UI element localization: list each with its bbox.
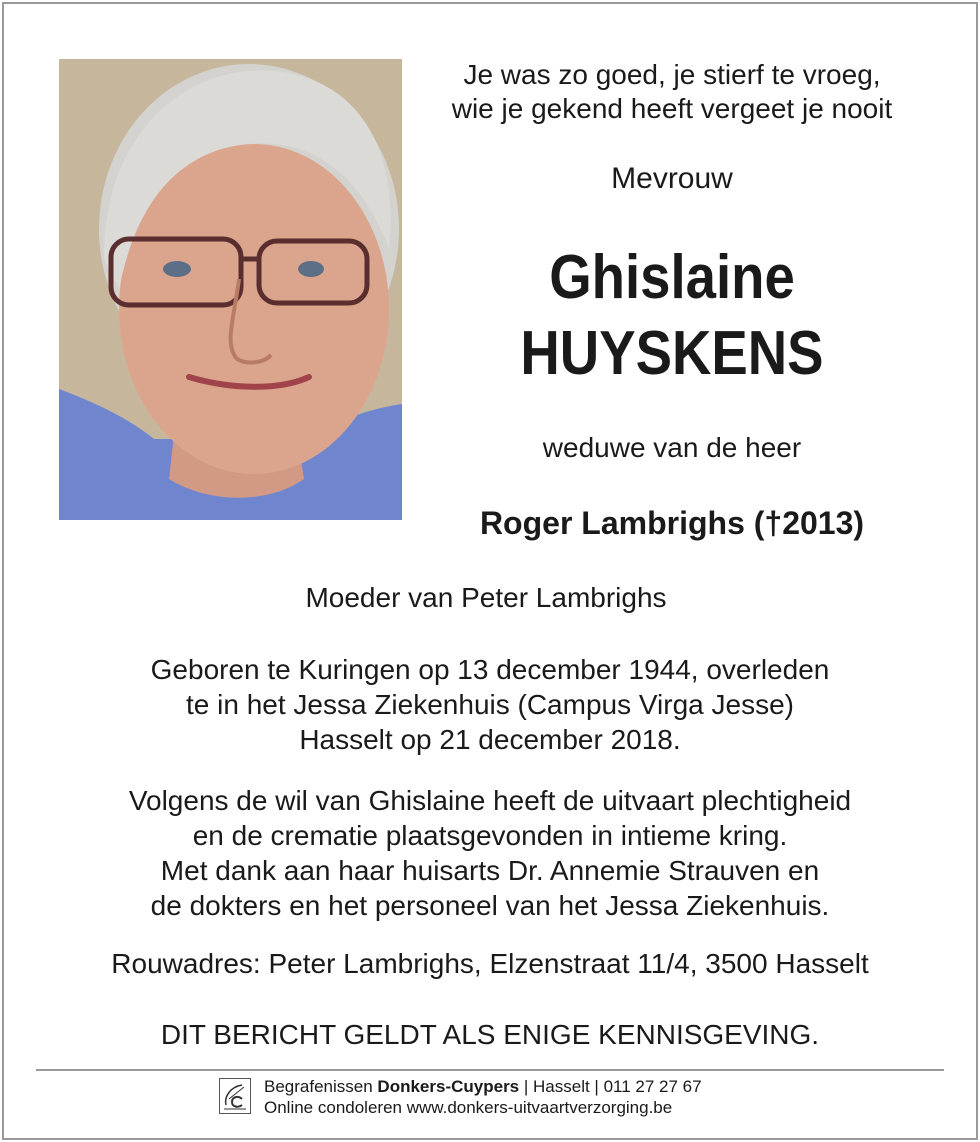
last-name: HUYSKENS (520, 319, 824, 388)
birth-death-line-3: Hasselt op 21 december 2018. (299, 724, 681, 755)
honorific: Mevrouw (611, 162, 733, 195)
mourning-address: Rouwadres: Peter Lambrighs, Elzenstraat 11/4, 3500 Hasselt (111, 948, 869, 979)
message-line-3: Met dank aan haar huisarts Dr. Annemie Strauven en (160, 855, 820, 886)
message-line-1: Volgens de wil van Ghislaine heeft de uitvaart plechtigheid (128, 785, 852, 816)
funeral-home-footer (219, 1076, 779, 1122)
widow-of: weduwe van de heer (542, 432, 802, 463)
footer-prefix: Begrafenissen (264, 1077, 373, 1096)
husband-name: Roger Lambrighs (†2013) (479, 505, 865, 541)
birth-death-line-2: te in het Jessa Ziekenhuis (Campus Virga Jesse) (186, 689, 794, 720)
mother-of: Moeder van Peter Lambrighs (305, 582, 667, 613)
funeral-message (0, 783, 980, 923)
portrait-photo (59, 59, 402, 520)
message-line-2: en de crematie plaatsgevonden in intieme kring. (192, 820, 788, 851)
memorial-quote (402, 58, 942, 126)
birth-death-line-1: Geboren te Kuringen op 13 december 1944, overleden (150, 654, 830, 685)
deceased-name (434, 240, 909, 392)
quote-line-1: Je was zo goed, je stierf te vroeg, (463, 59, 881, 90)
first-name: Ghislaine (549, 243, 795, 312)
quote-line-2: wie je gekend heeft vergeet je nooit (451, 93, 893, 124)
official-notice: DIT BERICHT GELDT ALS ENIGE KENNISGEVING. (160, 1019, 820, 1050)
footer-line-1 (264, 1076, 702, 1097)
footer-text (264, 1076, 702, 1118)
footer-divider (36, 1069, 944, 1071)
message-line-4: de dokters en het personeel van het Jessa Ziekenhuis. (150, 890, 830, 921)
birth-death-text (0, 652, 980, 757)
footer-contact: | Hasselt | 011 27 27 67 (523, 1077, 702, 1096)
footer-line-2[interactable]: Online condoleren www.donkers-uitvaartverzorging.be (264, 1098, 673, 1117)
funeral-home-name: Donkers-Cuypers (377, 1077, 520, 1096)
funeral-home-logo-icon (219, 1078, 251, 1114)
